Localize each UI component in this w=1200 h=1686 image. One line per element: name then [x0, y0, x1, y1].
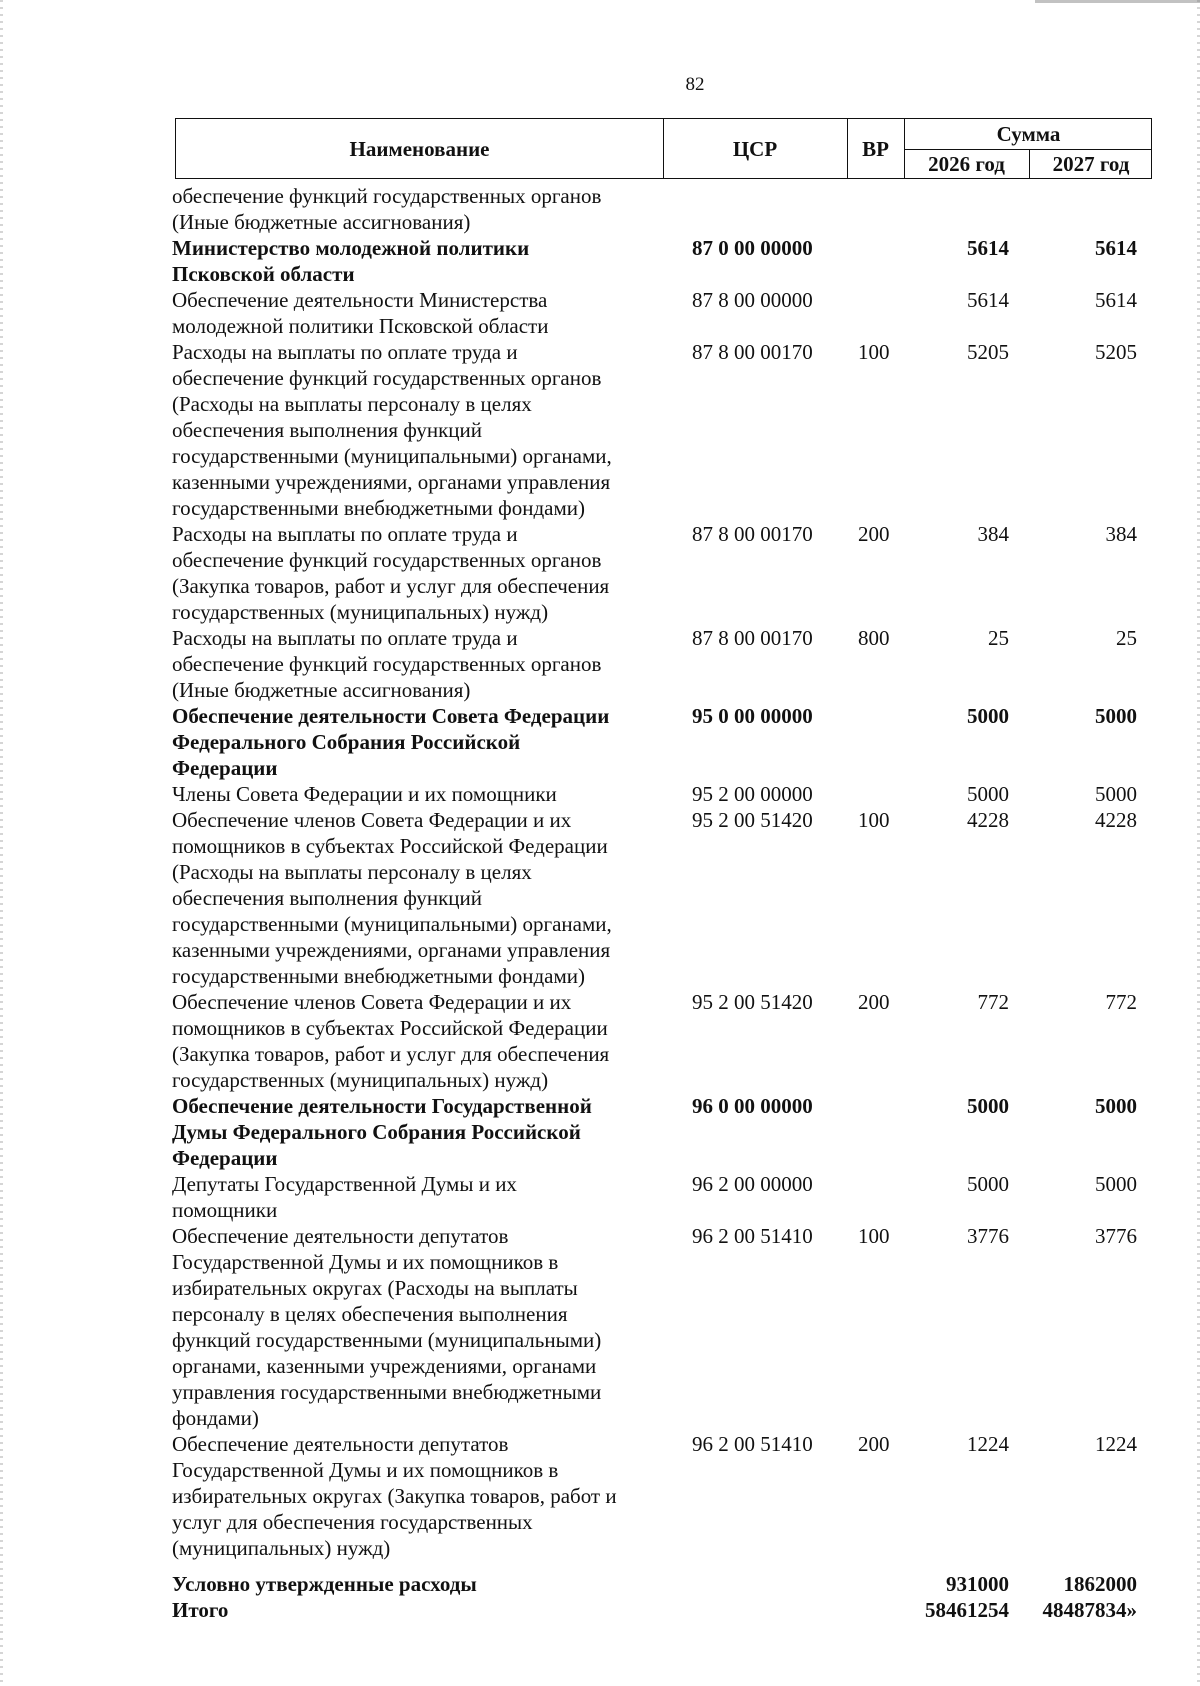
header-sum: Сумма	[996, 121, 1061, 146]
row-2027-value: 3776	[1095, 1224, 1137, 1248]
row-2027-value: 5205	[1095, 340, 1137, 364]
row-vr: 100	[858, 1224, 890, 1248]
row-csr: 87 8 00 00170	[692, 626, 813, 650]
total-name: Итого	[172, 1598, 229, 1622]
row-2026-value: 5000	[967, 782, 1009, 806]
header-year-2026: 2026 год	[928, 152, 1005, 176]
table-row	[172, 625, 1162, 703]
row-2027-value: 5000	[1095, 1094, 1137, 1118]
table-row	[172, 521, 1162, 625]
row-csr: 96 2 00 51410	[692, 1224, 813, 1248]
row-name: обеспечение функций государственных органов (Иные бюджетные ассигнования)	[172, 184, 602, 234]
row-2026-value: 4228	[967, 808, 1009, 832]
row-2027-value: 5000	[1095, 704, 1137, 728]
row-name: Обеспечение деятельности Государственной Думы Федерального Собрания Российской Федерации	[172, 1094, 592, 1170]
totals-section	[172, 1571, 1162, 1623]
row-name: Обеспечение деятельности депутатов Государственной Думы и их помощников в избирательных округах (Расходы на выплаты персоналу в целях обеспечения выполнения функций государственными (муниципальными) органами, казенными учреждениями, органами управления государственными внебюджетными фондами)	[172, 1224, 602, 1430]
row-2027-value: 772	[1105, 990, 1137, 1014]
row-csr: 87 8 00 00170	[692, 522, 813, 546]
total-2026-value: 931000	[946, 1572, 1009, 1596]
table-row	[172, 703, 1162, 781]
row-csr: 95 2 00 51420	[692, 808, 813, 832]
row-name: Обеспечение членов Совета Федерации и их помощников в субъектах Российской Федерации (Закупка товаров, работ и услуг для обеспечения государственных (муниципальных) нужд)	[172, 990, 610, 1092]
table-row	[172, 1171, 1162, 1223]
row-name: Расходы на выплаты по оплате труда и обеспечение функций государственных органов (Иные бюджетные ассигнования)	[172, 626, 602, 702]
row-2026-value: 5205	[967, 340, 1009, 364]
table-row	[172, 781, 1162, 807]
header-csr: ЦСР	[732, 137, 778, 161]
row-2027-value: 25	[1116, 626, 1137, 650]
row-2026-value: 5000	[967, 1094, 1009, 1118]
table-row	[172, 339, 1162, 521]
table-row	[172, 1223, 1162, 1431]
header-vr: ВР	[862, 137, 889, 161]
table-row	[172, 807, 1162, 989]
row-2027-value: 1224	[1095, 1432, 1137, 1456]
row-name: Обеспечение деятельности Совета Федерации Федерального Собрания Российской Федерации	[172, 704, 610, 780]
row-vr: 200	[858, 522, 890, 546]
scan-top-mark	[1035, 0, 1200, 3]
table-row	[172, 1093, 1162, 1171]
table-header	[175, 118, 1152, 179]
header-name: Наименование	[349, 137, 490, 161]
row-name: Расходы на выплаты по оплате труда и обеспечение функций государственных органов (Закупка товаров, работ и услуг для обеспечения государственных (муниципальных) нужд)	[172, 522, 610, 624]
row-name: Расходы на выплаты по оплате труда и обеспечение функций государственных органов (Расходы на выплаты персоналу в целях обеспечения выполнения функций государственными (муниципальными) органами, казенными учреждениями, органами управления государственными внебюджетными фондами)	[172, 340, 612, 520]
row-2026-value: 5614	[967, 236, 1009, 260]
row-2026-value: 384	[977, 522, 1009, 546]
row-2027-value: 384	[1105, 522, 1137, 546]
row-2027-value: 5000	[1095, 782, 1137, 806]
row-csr: 87 8 00 00170	[692, 340, 813, 364]
table-row	[172, 989, 1162, 1093]
row-csr: 96 2 00 00000	[692, 1172, 813, 1196]
total-2027-value: 1862000	[1063, 1572, 1137, 1596]
row-name: Члены Совета Федерации и их помощники	[172, 782, 557, 806]
row-2027-value: 5000	[1095, 1172, 1137, 1196]
row-name: Обеспечение деятельности депутатов Государственной Думы и их помощников в избирательных округах (Закупка товаров, работ и услуг для обеспечения государственных (муниципальных) нужд)	[172, 1432, 617, 1560]
total-row-conditional-expenses	[172, 1571, 1162, 1597]
row-vr: 800	[858, 626, 890, 650]
total-2027-value: 48487834»	[1042, 1598, 1137, 1622]
row-csr: 96 0 00 00000	[692, 1094, 813, 1118]
scan-edge-left	[0, 0, 3, 1686]
header-year-2027: 2027 год	[1052, 152, 1130, 176]
row-2027-value: 4228	[1095, 808, 1137, 832]
row-name: Обеспечение членов Совета Федерации и их помощников в субъектах Российской Федерации (Расходы на выплаты персоналу в целях обеспечения выполнения функций государственными (муниципальными) органами, казенными учреждениями, органами управления государственными внебюджетными фондами)	[172, 808, 612, 988]
row-name: Депутаты Государственной Думы и их помощники	[172, 1172, 517, 1222]
row-2026-value: 1224	[967, 1432, 1009, 1456]
row-2026-value: 25	[988, 626, 1009, 650]
row-vr: 100	[858, 808, 890, 832]
row-csr: 87 8 00 00000	[692, 288, 813, 312]
row-csr: 95 2 00 51420	[692, 990, 813, 1014]
row-vr: 200	[858, 1432, 890, 1456]
row-vr: 100	[858, 340, 890, 364]
table-row	[172, 1431, 1162, 1561]
row-2027-value: 5614	[1095, 288, 1137, 312]
row-csr: 95 2 00 00000	[692, 782, 813, 806]
row-name: Обеспечение деятельности Министерства молодежной политики Псковской области	[172, 288, 549, 338]
total-2026-value: 58461254	[925, 1598, 1009, 1622]
row-vr: 200	[858, 990, 890, 1014]
row-csr: 95 0 00 00000	[692, 704, 813, 728]
row-csr: 87 0 00 00000	[692, 236, 813, 260]
row-2026-value: 5000	[967, 1172, 1009, 1196]
table-row	[172, 183, 1162, 235]
total-row-grand-total	[172, 1597, 1162, 1623]
row-2026-value: 3776	[967, 1224, 1009, 1248]
total-name: Условно утвержденные расходы	[172, 1572, 477, 1596]
page-number: 82	[685, 74, 705, 95]
row-2027-value: 5614	[1095, 236, 1137, 260]
row-2026-value: 5614	[967, 288, 1009, 312]
table-row	[172, 235, 1162, 287]
budget-table-body	[172, 183, 1162, 1561]
row-2026-value: 5000	[967, 704, 1009, 728]
table-row	[172, 287, 1162, 339]
row-2026-value: 772	[977, 990, 1009, 1014]
row-csr: 96 2 00 51410	[692, 1432, 813, 1456]
row-name: Министерство молодежной политики Псковской области	[172, 236, 530, 286]
